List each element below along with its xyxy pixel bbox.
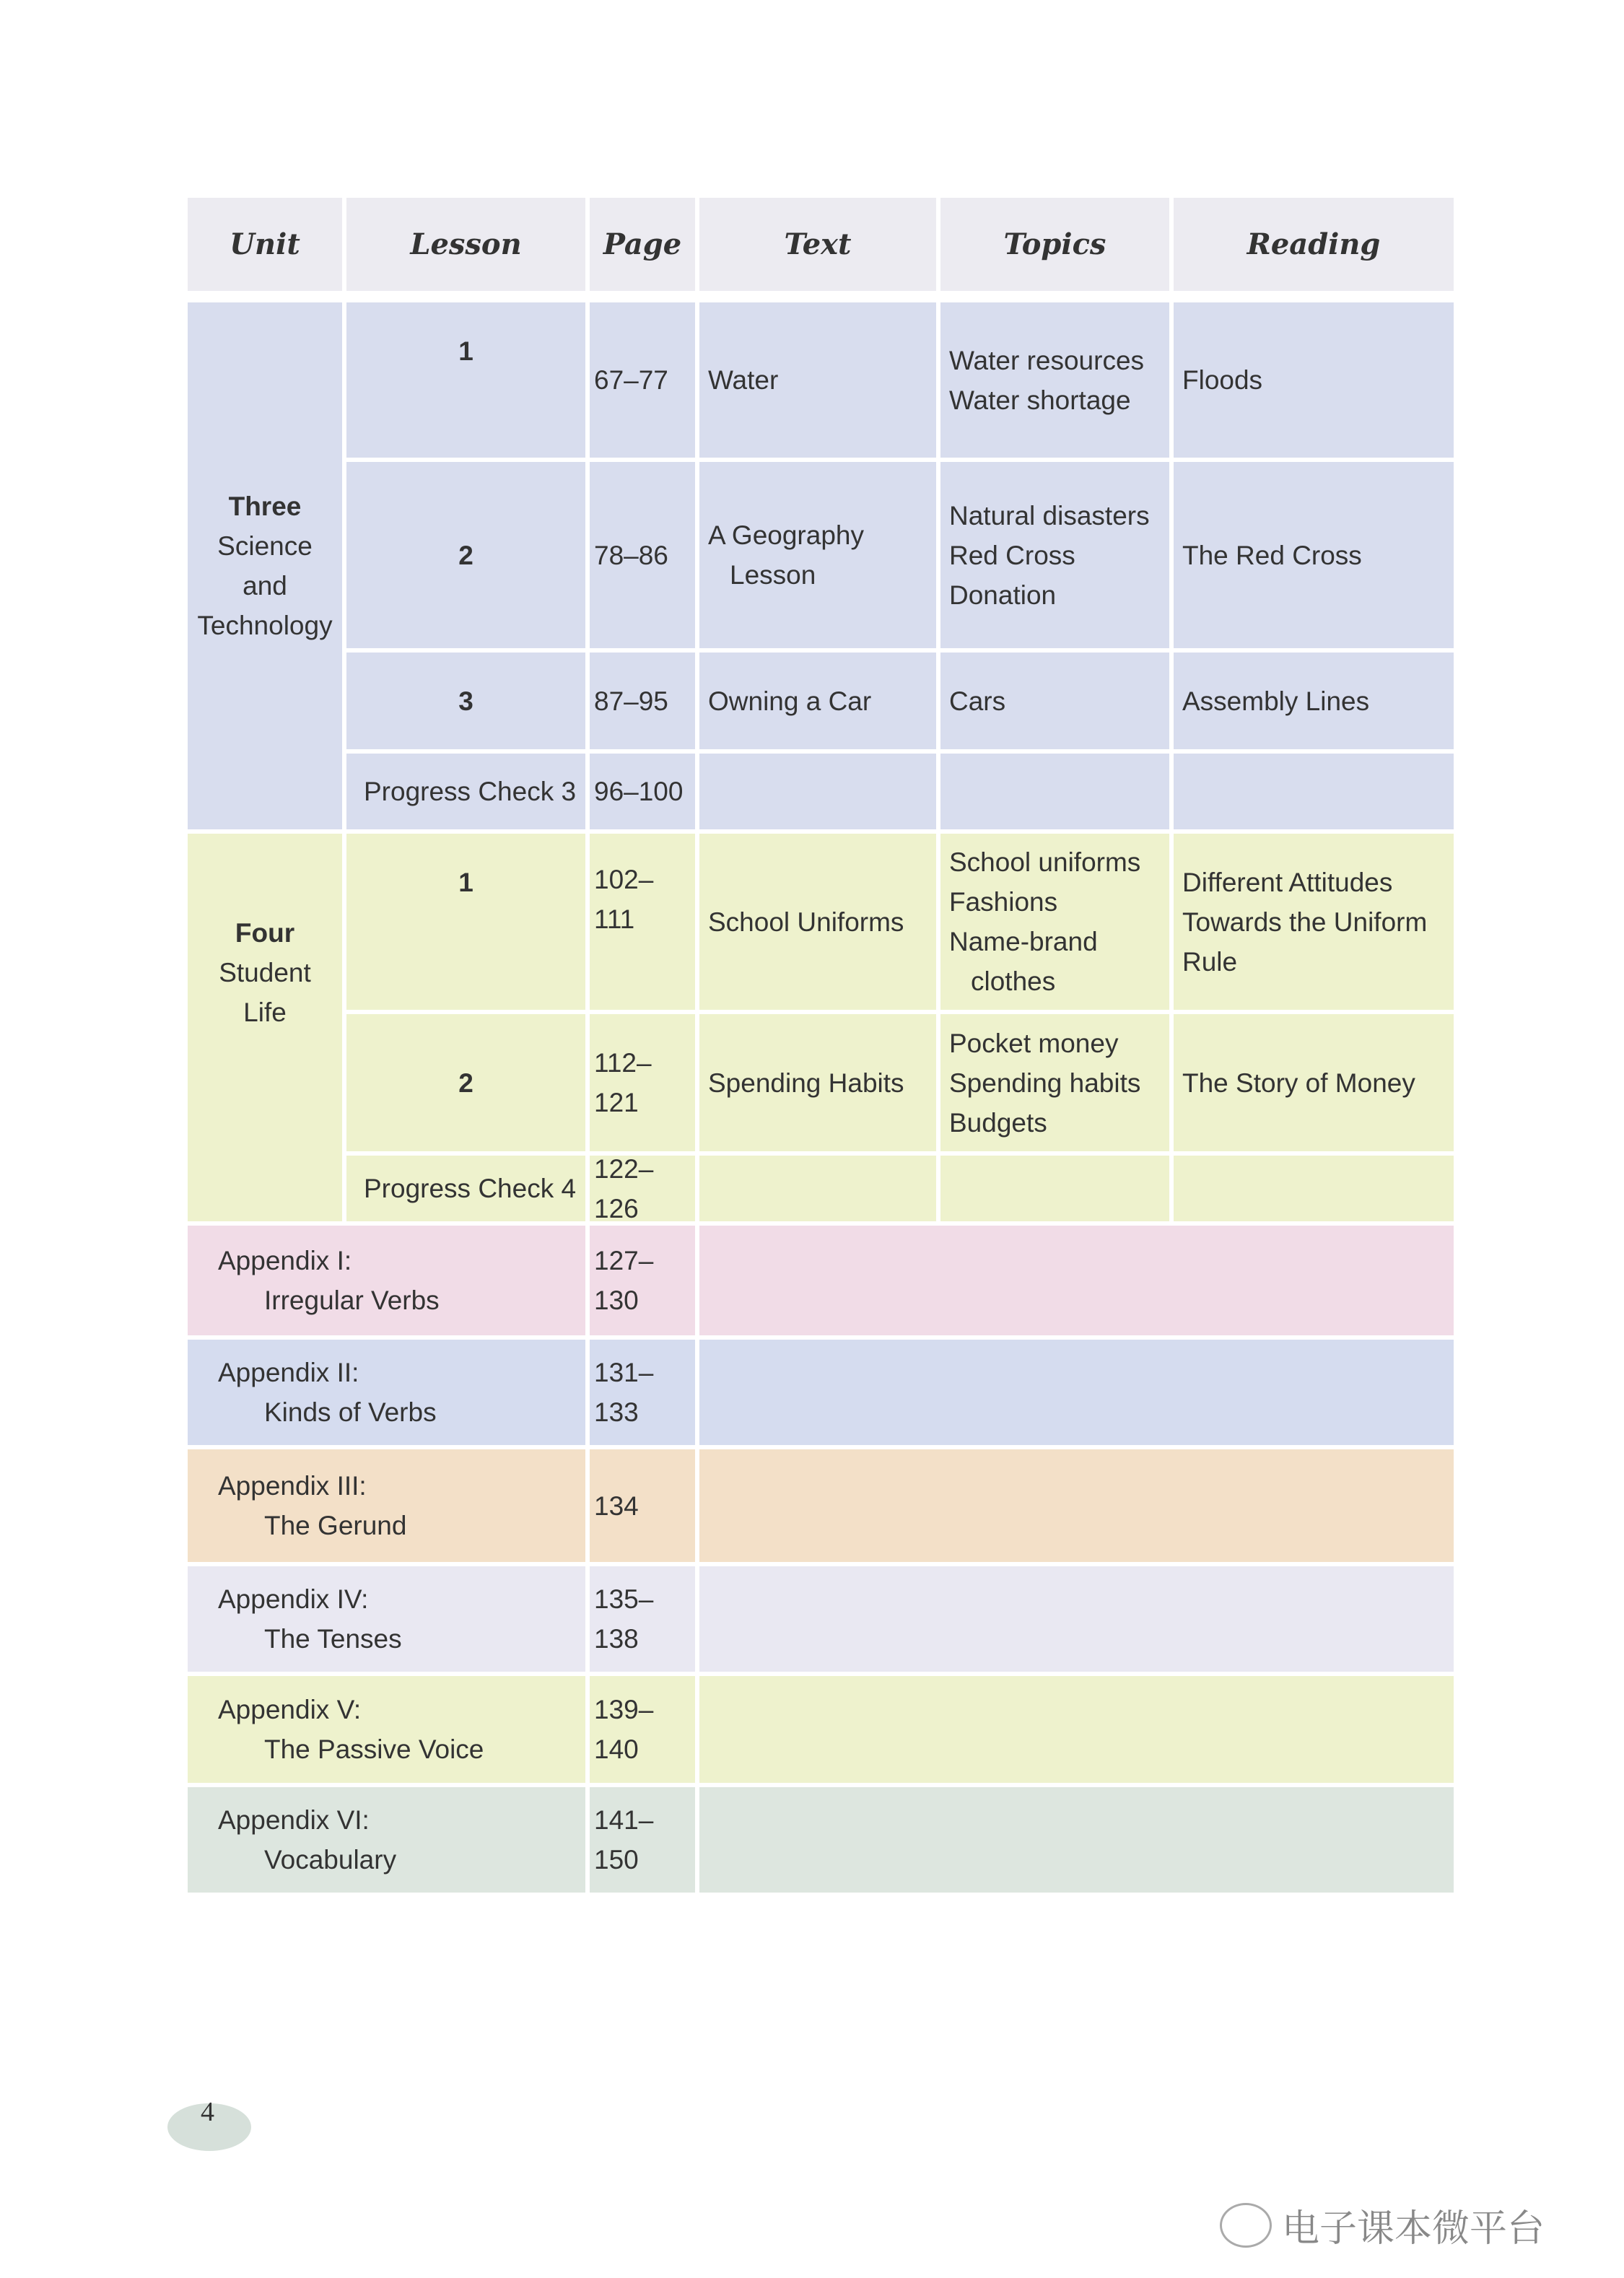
contents-table xyxy=(188,198,1449,1893)
appendix-page: 131–133 xyxy=(590,1340,695,1445)
appendix-number: Appendix I: xyxy=(218,1246,352,1275)
topic: School uniforms xyxy=(949,847,1141,877)
header-reading: Reading xyxy=(1174,198,1454,291)
progress-check-label: Progress Check 3 xyxy=(346,754,585,829)
appendix-page: 135–138 xyxy=(590,1566,695,1672)
lesson-number: 2 xyxy=(346,1014,585,1151)
lesson-page: 102–111 xyxy=(590,834,695,1010)
unit-title-line: and xyxy=(243,571,287,601)
appendix-label xyxy=(188,1566,585,1672)
appendix-title: The Gerund xyxy=(264,1511,407,1540)
topic: Water resources xyxy=(949,345,1145,375)
appendix-number: Appendix V: xyxy=(218,1695,362,1724)
topic: Fashions xyxy=(949,887,1058,917)
reading-line: Different Attitudes xyxy=(1182,867,1393,897)
progress-check-label: Progress Check 4 xyxy=(346,1156,585,1221)
lesson-topics: Cars xyxy=(940,653,1169,749)
header-topics: Topics xyxy=(940,198,1169,291)
lesson-number: 3 xyxy=(346,653,585,749)
appendix-number: Appendix IV: xyxy=(218,1584,369,1614)
appendix-title: Irregular Verbs xyxy=(264,1286,440,1315)
unit-three-cell xyxy=(188,302,342,829)
page-number-badge xyxy=(167,2097,251,2151)
lesson-page: 78–86 xyxy=(590,462,695,648)
unit-four-cell xyxy=(188,834,342,1221)
lesson-text: Owning a Car xyxy=(699,653,936,749)
lesson-text xyxy=(699,462,936,648)
lesson-page: 112–121 xyxy=(590,1014,695,1151)
empty-cell xyxy=(699,1566,1454,1672)
topic: Pocket money xyxy=(949,1028,1119,1058)
lesson-topics xyxy=(940,302,1169,458)
topic: clothes xyxy=(971,966,1056,996)
topic: Name-brand xyxy=(949,927,1098,956)
lesson-reading: The Red Cross xyxy=(1174,462,1454,648)
watermark xyxy=(1220,2198,1545,2252)
header-unit: Unit xyxy=(188,198,342,291)
progress-check-page: 122–126 xyxy=(590,1156,695,1221)
unit-number: Four xyxy=(235,918,295,948)
text-line: Lesson xyxy=(730,560,816,590)
empty-cell xyxy=(940,754,1169,829)
topic: Donation xyxy=(949,580,1057,610)
empty-cell xyxy=(699,1340,1454,1445)
empty-cell xyxy=(699,754,936,829)
appendix-title: Kinds of Verbs xyxy=(264,1397,437,1427)
header-text: Text xyxy=(699,198,936,291)
appendix-label xyxy=(188,1449,585,1562)
unit-number: Three xyxy=(228,492,302,521)
appendix-page: 134 xyxy=(590,1449,695,1562)
progress-check-page: 96–100 xyxy=(590,754,695,829)
topic: Red Cross xyxy=(949,540,1075,570)
appendix-title: The Tenses xyxy=(264,1624,402,1654)
appendix-page: 127–130 xyxy=(590,1226,695,1335)
appendix-title: Vocabulary xyxy=(264,1845,397,1875)
empty-cell xyxy=(1174,754,1454,829)
appendix-page: 139–140 xyxy=(590,1676,695,1783)
appendix-number: Appendix II: xyxy=(218,1358,359,1387)
lesson-reading: Assembly Lines xyxy=(1174,653,1454,749)
lesson-reading: The Story of Money xyxy=(1174,1014,1454,1151)
reading-line: Towards the Uniform xyxy=(1182,907,1428,937)
appendix-label xyxy=(188,1787,585,1893)
lesson-text: Water xyxy=(699,302,936,458)
appendix-title: The Passive Voice xyxy=(264,1734,484,1764)
watermark-text: 电子课本微平台 xyxy=(1282,2208,1545,2250)
lesson-topics xyxy=(940,462,1169,648)
lesson-topics xyxy=(940,1014,1169,1151)
empty-cell xyxy=(1174,1156,1454,1221)
lesson-number: 2 xyxy=(346,462,585,648)
lesson-page: 87–95 xyxy=(590,653,695,749)
empty-cell xyxy=(699,1226,1454,1335)
lesson-number: 1 xyxy=(346,834,585,1010)
unit-title-line: Student xyxy=(219,958,311,987)
empty-cell xyxy=(699,1449,1454,1562)
empty-cell xyxy=(699,1676,1454,1783)
lesson-reading xyxy=(1174,834,1454,1010)
appendix-label xyxy=(188,1340,585,1445)
appendix-page: 141–150 xyxy=(590,1787,695,1893)
lesson-topics xyxy=(940,834,1169,1010)
topic: Budgets xyxy=(949,1107,1047,1138)
appendix-number: Appendix VI: xyxy=(218,1805,370,1835)
unit-title-line: Science xyxy=(217,531,313,561)
reading-line: Rule xyxy=(1182,946,1238,977)
lesson-text: School Uniforms xyxy=(699,834,936,1010)
empty-cell xyxy=(699,1787,1454,1893)
lesson-page: 67–77 xyxy=(590,302,695,458)
page-number: 4 xyxy=(201,2097,214,2127)
topic: Natural disasters xyxy=(949,500,1150,531)
appendix-label xyxy=(188,1226,585,1335)
topic: Spending habits xyxy=(949,1068,1141,1098)
appendix-number: Appendix III: xyxy=(218,1471,367,1501)
header-lesson: Lesson xyxy=(346,198,585,291)
unit-title-line: Life xyxy=(243,998,287,1027)
lesson-text: Spending Habits xyxy=(699,1014,936,1151)
header-page: Page xyxy=(590,198,695,291)
text-line: A Geography xyxy=(708,520,864,550)
appendix-label xyxy=(188,1676,585,1783)
empty-cell xyxy=(699,1156,936,1221)
lesson-number: 1 xyxy=(346,302,585,458)
unit-title-line: Technology xyxy=(197,611,333,640)
wechat-icon xyxy=(1220,2203,1272,2248)
topic: Water shortage xyxy=(949,385,1131,415)
lesson-reading: Floods xyxy=(1174,302,1454,458)
empty-cell xyxy=(940,1156,1169,1221)
